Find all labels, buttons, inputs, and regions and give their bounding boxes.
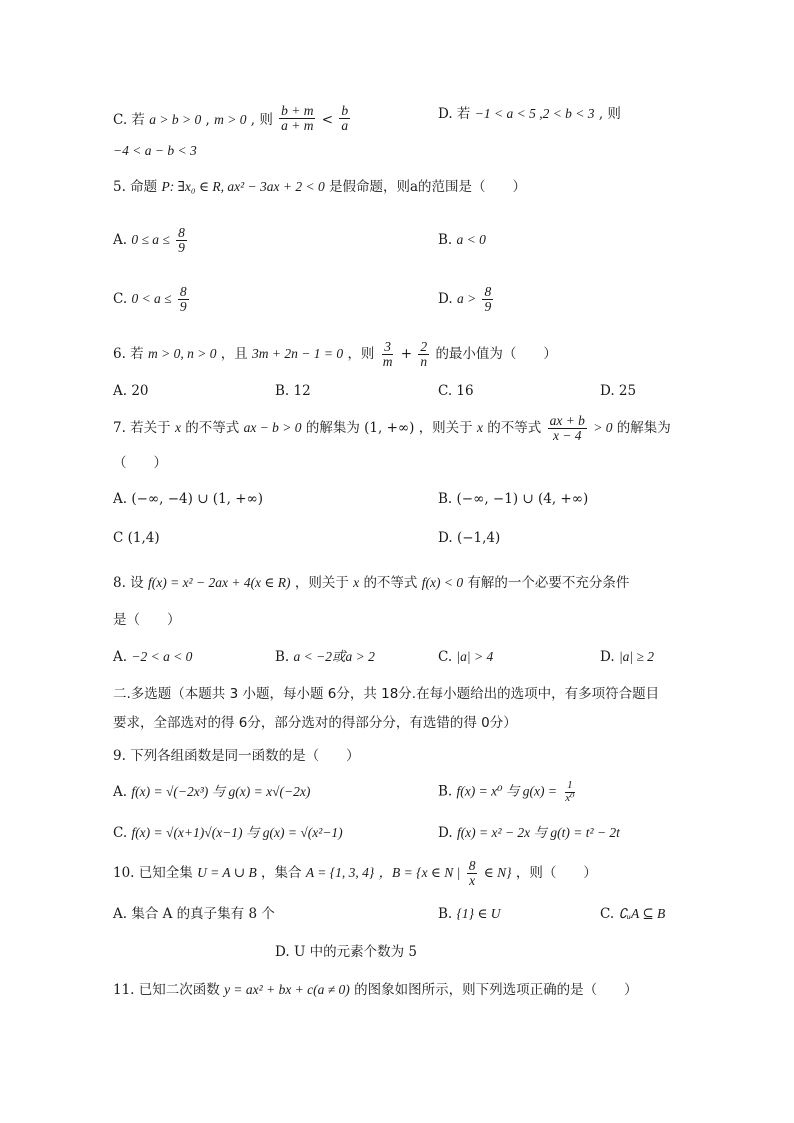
q4-option-d-continued: −4 < a − b < 3 (113, 143, 197, 158)
q4-option-c-cond2: m > 0 (214, 112, 247, 128)
section2-heading-line1: 二.多选题（本题共 3 小题，每小题 6分，共 18分.在每小题给出的选项中，有多项符合题目 (113, 686, 660, 702)
q8-option-b: B. a < −2或a > 2 (275, 649, 375, 665)
q5-stem-suffix: 是假命题，则a的范围是（ ） (329, 179, 527, 195)
q6-option-a: A. 20 (113, 383, 149, 399)
q4-option-c-then: 则 (259, 112, 273, 129)
q5-option-c: C. 0 < a ≤ $\frac{8}{9}$ (113, 284, 187, 315)
q4-option-d: D. 若 −1 < a < 5 ,2 < b < 3 , 则 (438, 106, 621, 122)
q9-option-c: C. f(x) = √(x+1)√(x−1) 与 g(x) = √(x²−1) (113, 825, 343, 841)
q6-option-c: C. 16 (438, 383, 474, 399)
q9-option-d: D. f(x) = x² − 2x 与 g(t) = t² − 2t (438, 825, 620, 841)
q5-option-b: B. a < 0 (438, 232, 486, 248)
q8-stem-line2: 是（ ） (113, 612, 181, 628)
q10-option-b: B. {1} ∈ U (438, 906, 501, 922)
q4-option-d-cond: −1 < a < 5 ,2 < b < 3 (474, 106, 595, 121)
q4-option-c: C. 若 a > b > 0 , m > 0 , 则 $\frac{b + m}{a + m}$ < $\frac{b}{a}$ (113, 103, 349, 134)
q10-option-d: D. U 中的元素个数为 5 (275, 944, 417, 960)
q6-stem: 6. 若 m > 0, n > 0 ，且 3m + 2n − 1 = 0 ，则 $\frac{3}{m}$ + $\frac{2}{n}$ 的最小值为（ ） (113, 339, 557, 370)
q4-option-c-lt: < (321, 112, 334, 129)
q4-option-d-then: 则 (607, 106, 621, 122)
q7-paren: （ ） (113, 455, 167, 471)
q7-option-d: D. (−1,4) (438, 530, 501, 546)
q6-option-d: D. 25 (600, 383, 637, 399)
q8-option-a: A. −2 < a < 0 (113, 649, 193, 665)
q5-option-d: D. a > $\frac{8}{9}$ (438, 284, 492, 315)
q11-stem: 11. 已知二次函数 y = ax² + bx + c(a ≠ 0) 的图象如图所示，则下列选项正确的是（ ） (113, 982, 638, 998)
q10-stem: 10. 已知全集 U = A ∪ B ，集合 A = {1, 3, 4} ，B = {x ∈ N | $\frac{8}{x}$ ∈ N} ，则（ ） (113, 858, 597, 889)
q4-option-c-fraction-2: $\frac{b}{a}$ (341, 103, 349, 134)
q5-stem-formula: P: ∃x₀ ∈ R, ax² − 3ax + 2 < 0 (161, 179, 325, 194)
q9-option-b: B. f(x) = x⁰ 与 g(x) = $\frac{1}{\text{x⁰}}$ (438, 779, 575, 804)
q8-option-c: C. |a| > 4 (438, 649, 494, 665)
q4-option-c-cond1: a > b > 0 (149, 112, 202, 128)
q9-stem: 9. 下列各组函数是同一函数的是（ ） (113, 748, 360, 764)
q4-option-d-label: D. 若 (438, 106, 471, 122)
q5-stem-prefix: 5. 命题 (113, 179, 158, 195)
q4-option-c-label: C. 若 (113, 112, 145, 129)
q7-option-a: A. (−∞, −4) ∪ (1, +∞) (113, 491, 264, 507)
q7-option-c: C (1,4) (113, 530, 160, 546)
q6-option-b: B. 12 (275, 383, 311, 399)
section2-heading-line2: 要求，全部选对的得 6分，部分选对的得部分分，有选错的得 0分） (113, 715, 517, 731)
q10-option-c: C. ∁ᵤA ⊆ B (600, 906, 666, 922)
q5-stem (113, 179, 526, 195)
q4-option-c-fraction-1: $\frac{b + m}{a + m}$ (281, 103, 314, 134)
q7-option-b: B. (−∞, −1) ∪ (4, +∞) (438, 491, 589, 507)
q7-stem: 7. 若关于 x 的不等式 ax − b > 0 的解集为 (1, +∞) ，则关于 x 的不等式 $\frac{ax + b}{x - 4}$ > 0 的解集为 (113, 413, 671, 444)
q9-option-a: A. f(x) = √(−2x³) 与 g(x) = x√(−2x) (113, 784, 311, 800)
q10-option-a: A. 集合 A 的真子集有 8 个 (113, 906, 275, 922)
q5-option-a: A. 0 ≤ a ≤ $\frac{8}{9}$ (113, 225, 185, 256)
q8-stem: 8. 设 f(x) = x² − 2ax + 4(x ∈ R) ，则关于 x 的不等式 f(x) < 0 有解的一个必要不充分条件 (113, 575, 630, 591)
q8-option-d: D. |a| ≥ 2 (600, 649, 655, 665)
